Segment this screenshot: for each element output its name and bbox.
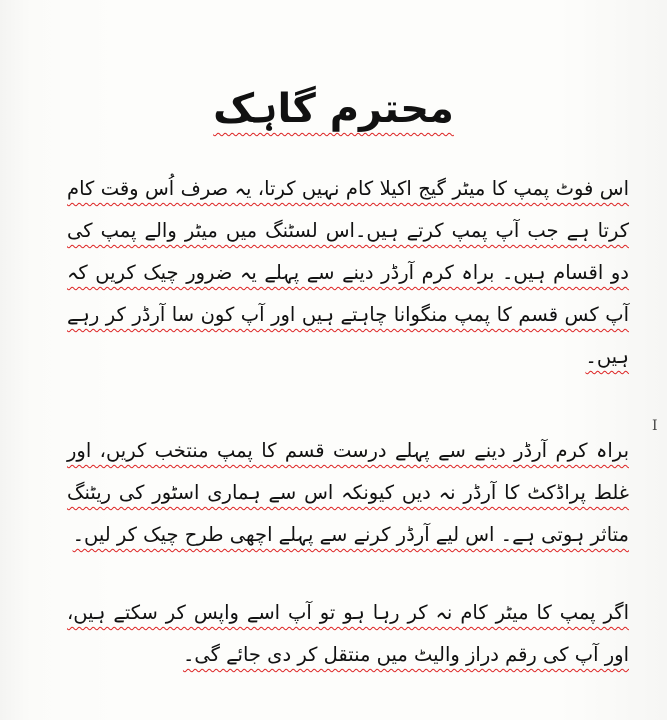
paragraph-order-advice xyxy=(67,430,629,556)
paragraph-text: براہ کرم آرڈر دینے سے پہلے درست قسم کا پمپ منتخب کریں، اور غلط پراڈکٹ کا آرڈر نہ دیں کیونکہ اس سے ہماری اسٹور کی ریٹنگ متاثر ہوتی ہے۔ اس لیے آرڈر کرنے سے پہلے اچھی طرح چیک کر لیں۔ xyxy=(67,439,629,546)
title-text: محترم گاہک xyxy=(213,86,454,132)
page-title xyxy=(0,86,667,132)
paragraph-text: اس فوٹ پمپ کا میٹر گیج اکیلا کام نہیں کرتا، یہ صرف اُس وقت کام کرتا ہے جب آپ پمپ کرتے ہیں۔اس لسٹنگ میں میٹر والے پمپ کی دو اقسام ہیں۔ براہ کرم آرڈر دینے سے پہلے یہ ضرور چیک کریں کہ آپ کس قسم کا پمپ منگوانا چاہتے ہیں اور آپ کون سا آرڈر کر رہے ہیں۔ xyxy=(67,177,629,368)
paragraph-return-policy xyxy=(67,592,629,676)
text-cursor-icon: I xyxy=(652,418,658,434)
paragraph-meter-info xyxy=(67,168,629,378)
paragraph-text: اگر پمپ کا میٹر کام نہ کر رہا ہو تو آپ اسے واپس کر سکتے ہیں، اور آپ کی رقم دراز والیٹ میں منتقل کر دی جائے گی۔ xyxy=(67,601,629,666)
